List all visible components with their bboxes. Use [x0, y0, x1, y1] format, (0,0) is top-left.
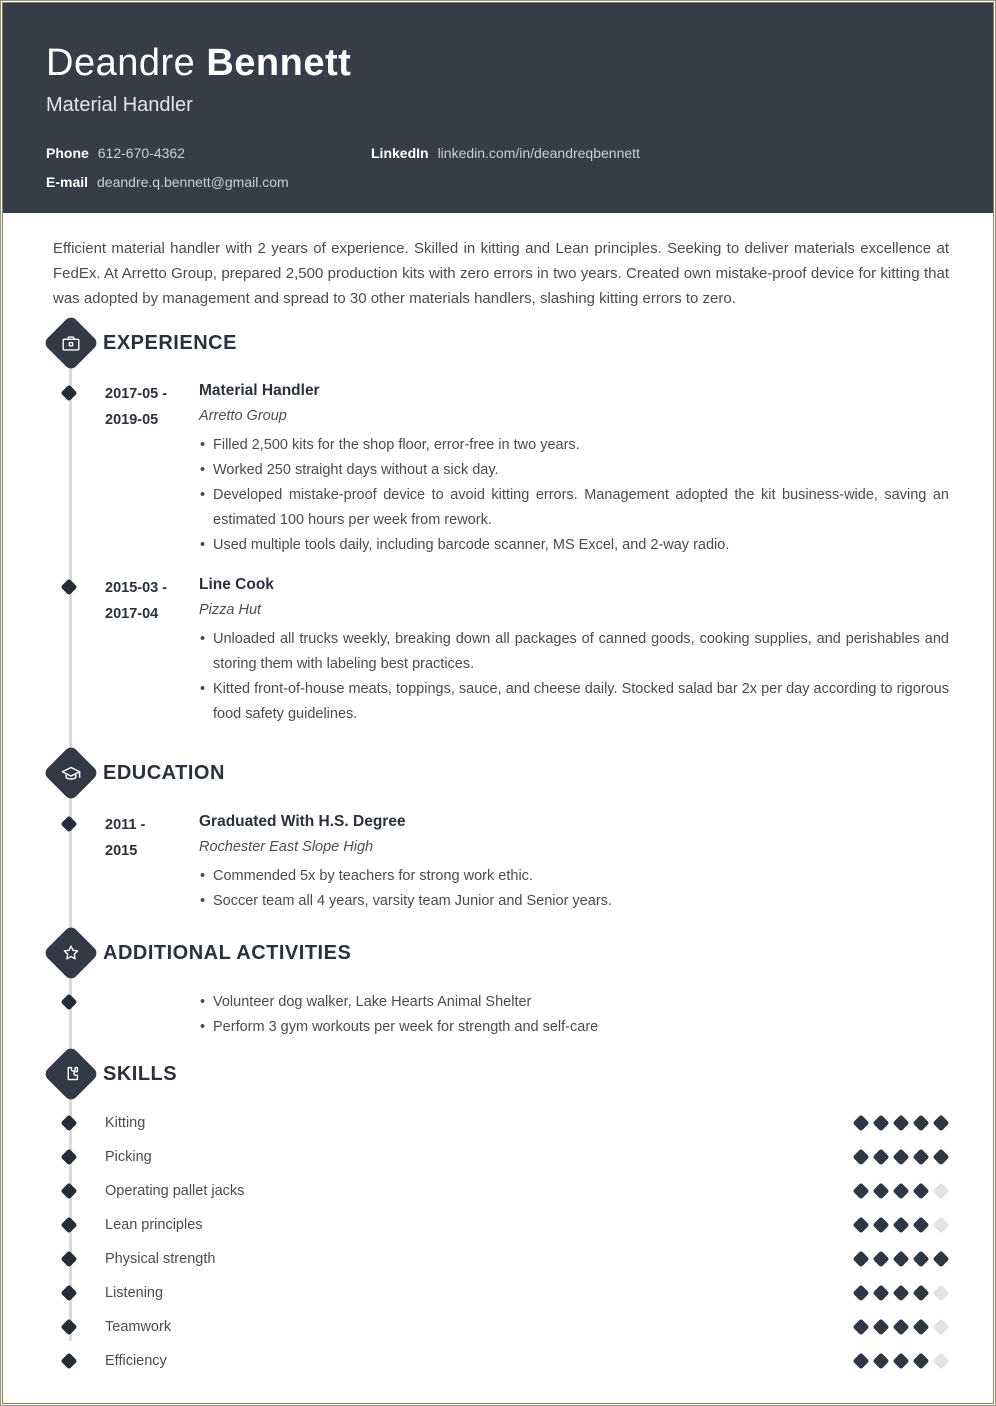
entry-diamond-bullet — [61, 579, 78, 596]
rating-diamond-filled — [872, 1183, 889, 1200]
entry-dates — [105, 812, 199, 914]
rating-diamond-filled — [852, 1285, 869, 1302]
experience-title: EXPERIENCE — [103, 331, 237, 354]
rating-diamond-filled — [912, 1353, 929, 1370]
date-start: 2015-03 - — [105, 580, 168, 596]
experience-entry — [3, 381, 993, 558]
entry-diamond-bullet — [61, 816, 78, 833]
rating-diamond-filled — [872, 1319, 889, 1336]
section-activities — [3, 925, 993, 1040]
rating-diamond-filled — [892, 1251, 909, 1268]
rating-diamond-empty — [932, 1353, 949, 1370]
entry-marker-cell — [43, 381, 105, 558]
activities-title: ADDITIONAL ACTIVITIES — [103, 941, 352, 964]
skill-diamond-bullet — [61, 1148, 78, 1165]
activities-entry — [3, 990, 993, 1040]
skill-row — [3, 1276, 993, 1310]
bullet-item: • Soccer team all 4 years, varsity team Junior and Senior years. — [199, 889, 949, 914]
rating-diamond-empty — [932, 1285, 949, 1302]
skill-label: Operating pallet jacks — [105, 1183, 245, 1199]
rating-diamond-filled — [912, 1115, 929, 1132]
skill-marker-cell — [43, 1217, 105, 1234]
rating-diamond-filled — [912, 1319, 929, 1336]
rating-diamond-filled — [852, 1353, 869, 1370]
puzzle-piece-icon — [43, 1046, 100, 1103]
rating-diamond-filled — [872, 1115, 889, 1132]
skill-row — [3, 1344, 993, 1378]
entry-diamond-bullet — [61, 385, 78, 402]
experience-header — [3, 315, 993, 371]
date-end: 2015 — [105, 843, 138, 859]
entry-marker-cell — [43, 812, 105, 914]
entry-company: Pizza Hut — [199, 602, 262, 618]
entry-bullet-list — [199, 864, 949, 914]
entry-marker-cell — [43, 990, 105, 1040]
education-title: EDUCATION — [103, 761, 225, 784]
contact-email — [46, 174, 371, 190]
rating-diamond-filled — [912, 1149, 929, 1166]
skill-row — [3, 1310, 993, 1344]
skill-marker-cell — [43, 1251, 105, 1268]
rating-diamond-filled — [932, 1251, 949, 1268]
skill-diamond-bullet — [61, 1216, 78, 1233]
rating-diamond-filled — [912, 1285, 929, 1302]
entry-details — [199, 990, 949, 1040]
rating-diamond-filled — [872, 1251, 889, 1268]
section-education — [3, 745, 993, 914]
bullet-item: • Kitted front-of-house meats, toppings, sauce, and cheese daily. Stocked salad bar 2x per day according to rigorous food safety guidelines. — [199, 677, 949, 727]
section-experience — [3, 315, 993, 727]
education-header — [3, 745, 993, 801]
skill-diamond-bullet — [61, 1250, 78, 1267]
phone-label: Phone — [46, 145, 89, 161]
rating-diamond-filled — [892, 1149, 909, 1166]
contact-info — [46, 145, 950, 190]
skills-header — [3, 1046, 993, 1102]
entry-title: Material Handler — [199, 382, 320, 399]
rating-diamond-filled — [892, 1217, 909, 1234]
skill-label: Kitting — [105, 1115, 146, 1131]
rating-diamond-filled — [852, 1149, 869, 1166]
email-label: E-mail — [46, 174, 89, 190]
rating-diamond-filled — [912, 1217, 929, 1234]
rating-diamond-empty — [932, 1319, 949, 1336]
rating-diamond-filled — [892, 1115, 909, 1132]
education-entry — [3, 812, 993, 914]
rating-diamond-empty — [932, 1183, 949, 1200]
date-start: 2011 - — [105, 817, 146, 833]
experience-entry — [3, 575, 993, 727]
skill-label: Picking — [105, 1149, 152, 1165]
bullet-item: • Unloaded all trucks weekly, breaking down all packages of canned goods, cooking supplies, and perishables and storing them with labeling best practices. — [199, 627, 949, 677]
skills-title: SKILLS — [103, 1062, 178, 1085]
skill-row — [3, 1208, 993, 1242]
entry-details — [199, 575, 949, 727]
bullet-item: • Volunteer dog walker, Lake Hearts Animal Shelter — [199, 990, 949, 1015]
entry-bullet-list — [199, 627, 949, 727]
contact-phone — [46, 145, 371, 161]
entry-title: Graduated With H.S. Degree — [199, 813, 406, 830]
rating-diamond-filled — [872, 1285, 889, 1302]
rating-diamond-filled — [892, 1353, 909, 1370]
skill-diamond-bullet — [61, 1114, 78, 1131]
entry-bullet-list — [199, 433, 949, 558]
skill-diamond-bullet — [61, 1284, 78, 1301]
skill-row — [3, 1140, 993, 1174]
skill-rating — [852, 1353, 949, 1370]
rating-diamond-filled — [852, 1217, 869, 1234]
candidate-name — [46, 43, 950, 83]
date-end: 2017-04 — [105, 606, 159, 622]
entry-details — [199, 381, 949, 558]
rating-diamond-filled — [912, 1251, 929, 1268]
entry-dates — [105, 575, 199, 727]
rating-diamond-filled — [852, 1115, 869, 1132]
entry-school: Rochester East Slope High — [199, 839, 374, 855]
first-name: Deandre — [46, 42, 196, 84]
resume-body — [3, 315, 993, 1378]
entry-title: Line Cook — [199, 576, 274, 593]
star-icon — [43, 925, 100, 982]
activities-header — [3, 925, 993, 981]
skill-diamond-bullet — [61, 1318, 78, 1335]
skill-diamond-bullet — [61, 1182, 78, 1199]
rating-diamond-filled — [872, 1149, 889, 1166]
rating-diamond-filled — [852, 1183, 869, 1200]
section-skills — [3, 1046, 993, 1378]
skill-row — [3, 1174, 993, 1208]
skill-rating — [852, 1183, 949, 1200]
skill-marker-cell — [43, 1353, 105, 1370]
skills-list — [3, 1106, 993, 1378]
skill-marker-cell — [43, 1149, 105, 1166]
skill-diamond-bullet — [61, 1352, 78, 1369]
rating-diamond-filled — [912, 1183, 929, 1200]
briefcase-icon — [43, 315, 100, 372]
entry-diamond-bullet — [61, 994, 78, 1011]
date-start: 2017-05 - — [105, 386, 168, 402]
skill-rating — [852, 1149, 949, 1166]
phone-value: 612-670-4362 — [97, 145, 185, 161]
job-title: Material Handler — [46, 94, 193, 116]
rating-diamond-filled — [872, 1217, 889, 1234]
linkedin-label: LinkedIn — [371, 145, 429, 161]
skill-marker-cell — [43, 1183, 105, 1200]
entry-dates-empty — [105, 990, 199, 1040]
skill-label: Efficiency — [105, 1353, 167, 1369]
skill-marker-cell — [43, 1319, 105, 1336]
rating-diamond-filled — [872, 1353, 889, 1370]
rating-diamond-filled — [932, 1149, 949, 1166]
skill-marker-cell — [43, 1285, 105, 1302]
entry-marker-cell — [43, 575, 105, 727]
skill-rating — [852, 1217, 949, 1234]
skills-icon-box — [43, 1046, 99, 1102]
graduation-cap-icon — [43, 745, 100, 802]
entry-company: Arretto Group — [199, 408, 287, 424]
summary-paragraph: Efficient material handler with 2 years of experience. Skilled in kitting and Lean principles. Seeking to deliver materials excellence at FedEx. At Arretto Group, prepared 2,500 production kits with zero errors in two years. Created own mistake-proof device for kitting that was adopted by management and spread to 30 other materials handlers, slashing kitting errors to zero. — [53, 240, 949, 307]
email-value: deandre.q.bennett@gmail.com — [97, 174, 289, 190]
entry-dates — [105, 381, 199, 558]
linkedin-value: linkedin.com/in/deandreqbennett — [437, 145, 640, 161]
skill-rating — [852, 1251, 949, 1268]
entry-bullet-list — [199, 990, 949, 1040]
experience-icon-box — [43, 315, 99, 371]
rating-diamond-filled — [892, 1183, 909, 1200]
rating-diamond-empty — [932, 1217, 949, 1234]
skill-row — [3, 1242, 993, 1276]
entry-details — [199, 812, 949, 914]
rating-diamond-filled — [932, 1115, 949, 1132]
bullet-item: • Perform 3 gym workouts per week for strength and self-care — [199, 1015, 949, 1040]
resume-page-inner — [2, 2, 994, 1404]
skill-marker-cell — [43, 1115, 105, 1132]
skill-label: Teamwork — [105, 1319, 172, 1335]
bullet-item: • Commended 5x by teachers for strong work ethic. — [199, 864, 949, 889]
rating-diamond-filled — [892, 1285, 909, 1302]
rating-diamond-filled — [892, 1319, 909, 1336]
skill-rating — [852, 1319, 949, 1336]
resume-header — [3, 3, 993, 213]
skill-label: Listening — [105, 1285, 164, 1301]
contact-linkedin — [371, 145, 950, 161]
rating-diamond-filled — [852, 1251, 869, 1268]
bullet-item: • Developed mistake-proof device to avoid kitting errors. Management adopted the kit business-wide, saving an estimated 100 hours per week from rework. — [199, 483, 949, 533]
last-name: Bennett — [206, 42, 352, 84]
bullet-item: • Used multiple tools daily, including barcode scanner, MS Excel, and 2-way radio. — [199, 533, 949, 558]
skill-row — [3, 1106, 993, 1140]
education-icon-box — [43, 745, 99, 801]
skill-label: Lean principles — [105, 1217, 203, 1233]
activities-icon-box — [43, 925, 99, 981]
skill-rating — [852, 1285, 949, 1302]
skill-label: Physical strength — [105, 1251, 216, 1267]
skill-rating — [852, 1115, 949, 1132]
date-end: 2019-05 — [105, 412, 159, 428]
bullet-item: • Filled 2,500 kits for the shop floor, error-free in two years. — [199, 433, 949, 458]
rating-diamond-filled — [852, 1319, 869, 1336]
bullet-item: • Worked 250 straight days without a sick day. — [199, 458, 949, 483]
